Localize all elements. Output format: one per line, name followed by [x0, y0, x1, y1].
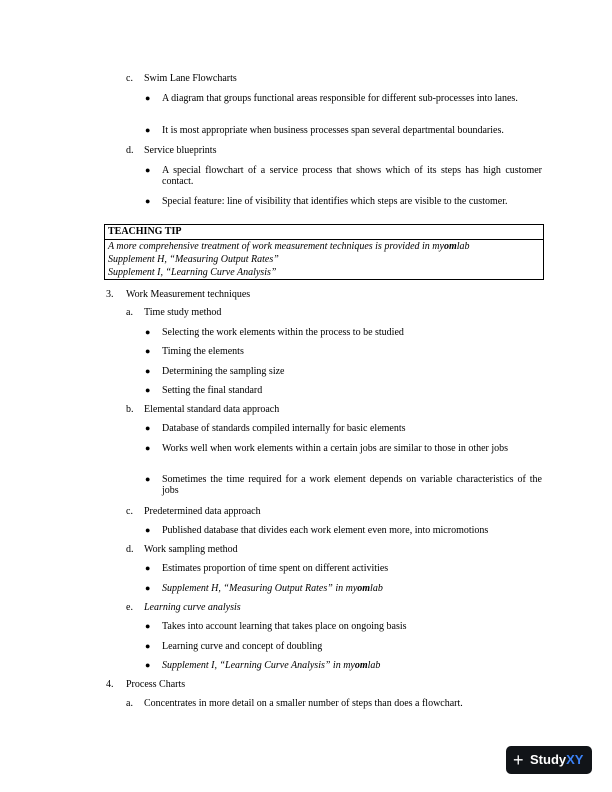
bullet-icon: ●	[145, 660, 151, 670]
studyxy-study: Study	[530, 752, 567, 767]
bullet-icon: ●	[145, 583, 151, 593]
list-marker: d.	[126, 544, 134, 555]
list-item: Estimates proportion of time spent on different activities	[162, 563, 389, 574]
list-item: It is most appropriate when business processes span several departmental boundaries.	[162, 125, 504, 136]
list-marker: b.	[126, 404, 134, 415]
bullet-icon: ●	[145, 563, 151, 573]
list-marker: c.	[126, 506, 133, 517]
subsection-heading: Work sampling method	[144, 544, 238, 555]
bullet-icon: ●	[145, 366, 151, 376]
teaching-tip-text: A more comprehensive treatment of work measurement techniques is provided in my	[108, 241, 444, 252]
bullet-icon: ●	[145, 346, 151, 356]
list-item	[162, 660, 542, 671]
bullet-icon: ●	[145, 474, 151, 484]
list-item: Takes into account learning that takes place on ongoing basis	[162, 621, 407, 632]
list-marker: 4.	[106, 679, 114, 690]
list-item: Special feature: line of visibility that identifies which steps are visible to the customer.	[162, 196, 508, 207]
myomlab-om: om	[443, 241, 457, 252]
bullet-icon: ●	[145, 423, 151, 433]
list-item: Learning curve and concept of doubling	[162, 641, 323, 652]
list-marker: e.	[126, 602, 133, 613]
bullet-icon: ●	[145, 641, 151, 651]
bullet-icon: ●	[145, 93, 151, 103]
section-heading: Work Measurement techniques	[126, 289, 251, 300]
list-item: Determining the sampling size	[162, 366, 285, 377]
list-item: A diagram that groups functional areas responsible for different sub-processes into lanes.	[162, 93, 518, 104]
myomlab-om: om	[354, 660, 368, 671]
list-item: Works well when work elements within a certain jobs are similar to those in other jobs	[162, 443, 509, 454]
list-item	[162, 583, 542, 594]
bullet-icon: ●	[145, 165, 151, 175]
list-marker: d.	[126, 145, 134, 156]
myomlab-om: om	[357, 583, 371, 594]
bullet-icon: ●	[145, 621, 151, 631]
list-marker: 3.	[106, 289, 114, 300]
list-item: Database of standards compiled internally for basic elements	[162, 423, 406, 434]
myomlab-lab: lab	[370, 583, 383, 594]
section-heading: Service blueprints	[144, 145, 217, 156]
myomlab-lab: lab	[367, 660, 381, 671]
studyxy-xy: XY	[566, 752, 584, 767]
list-marker: c.	[126, 73, 133, 84]
bullet-icon: ●	[145, 196, 151, 206]
bullet-icon: ●	[145, 525, 151, 535]
section-heading: Swim Lane Flowcharts	[144, 73, 237, 84]
teaching-tip-box	[104, 224, 544, 280]
list-item: Sometimes the time required for a work element depends on variable characteristics of the jobs	[162, 474, 542, 496]
list-item: Concentrates in more detail on a smaller number of steps than does a flowchart.	[144, 698, 463, 709]
teaching-tip-line	[108, 241, 470, 252]
studyxy-logo-text	[530, 746, 583, 774]
bullet-icon: ●	[145, 125, 151, 135]
list-marker: a.	[126, 698, 133, 709]
list-item: Selecting the work elements within the process to be studied	[162, 327, 404, 338]
subsection-heading: Elemental standard data approach	[144, 404, 280, 415]
teaching-tip-line: Supplement I, “Learning Curve Analysis”	[108, 267, 277, 278]
studyxy-badge[interactable]	[506, 746, 592, 774]
supplement-reference: Supplement H, “Measuring Output Rates” in my	[162, 583, 358, 594]
subsection-heading: Predetermined data approach	[144, 506, 261, 517]
list-item: A special flowchart of a service process that shows which of its steps has high customer contact.	[162, 165, 542, 187]
list-item: Setting the final standard	[162, 385, 263, 396]
bullet-icon: ●	[145, 443, 151, 453]
plus-icon: +	[513, 750, 524, 770]
myomlab-lab: lab	[456, 241, 470, 252]
subsection-heading: Learning curve analysis	[144, 602, 241, 613]
teaching-tip-heading: TEACHING TIP	[105, 225, 543, 240]
list-item: Published database that divides each work element even more, into micromotions	[162, 525, 489, 536]
list-item: Timing the elements	[162, 346, 244, 357]
supplement-reference: Supplement I, “Learning Curve Analysis” in my	[162, 660, 355, 671]
subsection-heading: Time study method	[144, 307, 222, 318]
bullet-icon: ●	[145, 327, 151, 337]
bullet-icon: ●	[145, 385, 151, 395]
list-marker: a.	[126, 307, 133, 318]
teaching-tip-line: Supplement H, “Measuring Output Rates”	[108, 254, 279, 265]
section-heading: Process Charts	[126, 679, 186, 690]
